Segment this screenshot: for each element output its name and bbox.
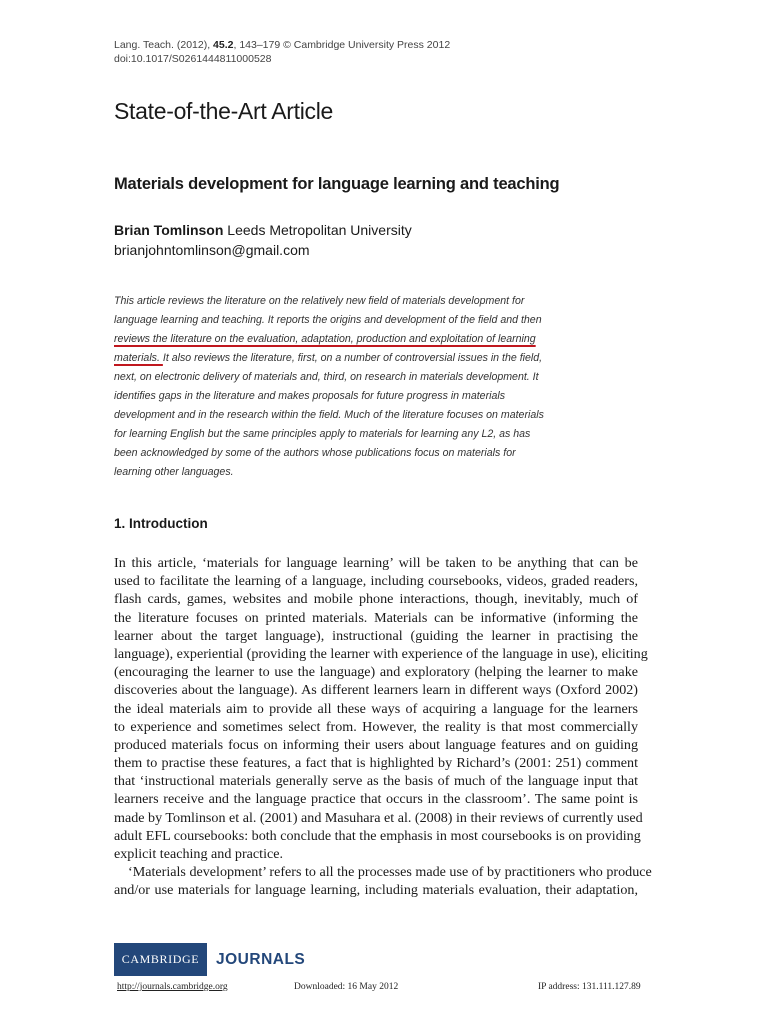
section-heading: 1. Introduction (114, 516, 208, 531)
citation-pages-publisher: , 143–179 © Cambridge University Press 2012 (233, 39, 451, 51)
abstract-line: development and in the research within the field. Much of the literature focuses on materials (114, 409, 544, 421)
abstract-line: for learning English but the same principles apply to materials for learning any L2, as has (114, 428, 531, 440)
body-line: produced materials focus on informing their users about language features and on guiding (114, 736, 638, 753)
abstract-line: been acknowledged by some of the authors whose publications focus on materials for (114, 447, 516, 459)
abstract (114, 292, 584, 482)
citation-block (114, 38, 450, 66)
footer (0, 982, 768, 996)
body-line: explicit teaching and practice. (114, 846, 284, 862)
body-line: adult EFL coursebooks: both conclude that the emphasis in most coursebooks is on providing (114, 827, 641, 844)
abstract-line: learning other languages. (114, 466, 234, 478)
body-line: language), experiential (providing the learner with experience of the language in use), eliciting (114, 645, 648, 662)
abstract-line: identifies gaps in the literature and makes proposals for future progress in materials (114, 390, 505, 402)
body-line: to experience and sometimes select from. However, the reality is that most commercially (114, 718, 638, 735)
body-line: learner about the target language), instructional (guiding the learner in practising the (114, 627, 638, 644)
abstract-line: This article reviews the literature on the relatively new field of materials development for (114, 295, 525, 307)
body-line: made by Tomlinson et al. (2001) and Masuhara et al. (2008) in their reviews of currently used (114, 809, 643, 826)
article-type: State-of-the-Art Article (114, 98, 334, 124)
abstract-line (114, 349, 584, 368)
body-line: and/or use materials for language learning, including materials evaluation, their adaptation, (114, 882, 638, 899)
abstract-line-rest: It also reviews the literature, first, on a number of controversial issues in the field, (162, 352, 543, 364)
footer-ip-address: IP address: 131.111.127.89 (538, 982, 641, 992)
abstract-underlined-fragment: materials. (114, 352, 163, 364)
body-line: used to facilitate the learning of a language, including coursebooks, videos, graded readers, (114, 573, 638, 590)
body-line: the ideal materials aim to provide all these ways of acquiring a language for the learners (114, 700, 638, 717)
author-block (114, 220, 412, 260)
author-email[interactable]: brianjohntomlinson@gmail.com (114, 242, 310, 258)
author-name: Brian Tomlinson (114, 222, 224, 238)
abstract-line-underlined: reviews the literature on the evaluation, adaptation, production and exploitation of learning (114, 333, 536, 345)
body-line: discoveries about the language). As different learners learn in different ways (Oxford 2002) (114, 682, 638, 699)
logo-box: CAMBRIDGE (114, 943, 207, 976)
body-line: them to practise these features, a fact that is highlighted by Richard’s (2001: 251) comment (114, 755, 638, 772)
citation-line (114, 38, 450, 52)
logo-word: JOURNALS (216, 950, 306, 968)
footer-downloaded: Downloaded: 16 May 2012 (294, 982, 399, 992)
body-line: flash cards, games, websites and mobile phone interactions, though, inevitably, much of (114, 591, 638, 608)
abstract-line: language learning and teaching. It reports the origins and development of the field and then (114, 314, 542, 326)
abstract-line: next, on electronic delivery of materials and, third, on research in materials development. It (114, 371, 539, 383)
body-line: learners receive and the language practice that occurs in the classroom’. The same point is (114, 791, 638, 808)
body-line: that ‘instructional materials generally serve as the basis of much of the language input that (114, 773, 638, 790)
body-text (114, 554, 652, 900)
footer-url-link[interactable]: http://journals.cambridge.org (117, 982, 228, 992)
cambridge-journals-logo (114, 943, 314, 976)
body-line: the literature focuses on printed materials. Materials can be informative (informing the (114, 609, 638, 626)
citation-volume: 45.2 (213, 39, 234, 51)
citation-journal: Lang. Teach. (2012), (114, 39, 214, 51)
citation-doi: doi:10.1017/S0261444811000528 (114, 53, 272, 65)
body-line: In this article, ‘materials for language learning’ will be taken to be anything that can be (114, 555, 638, 571)
article-title: Materials development for language learning and teaching (114, 175, 560, 193)
body-line: ‘Materials development’ refers to all the processes made use of by practitioners who produce (128, 864, 652, 881)
body-line: (encouraging the learner to use the language) and exploratory (helping the learner to make (114, 664, 638, 681)
author-affiliation: Leeds Metropolitan University (223, 222, 412, 238)
